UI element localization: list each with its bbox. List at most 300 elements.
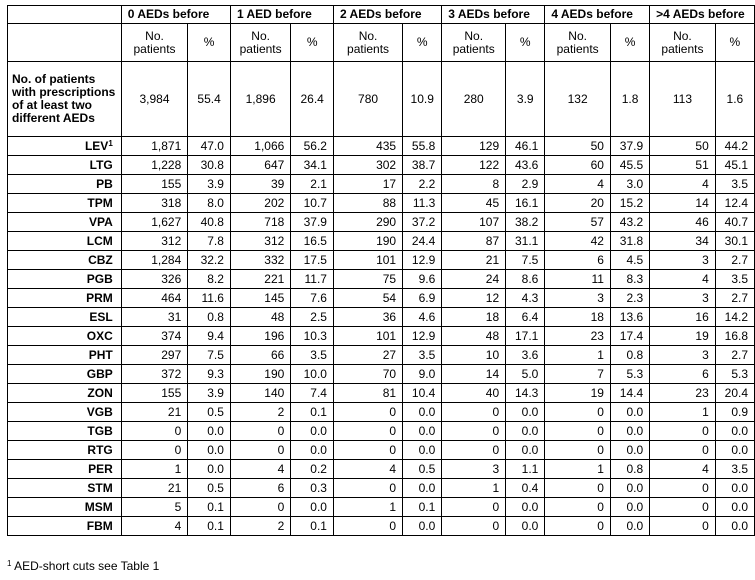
percent-cell: 9.4 bbox=[188, 327, 231, 346]
percent-cell: 0.1 bbox=[188, 498, 231, 517]
patients-cell: 0 bbox=[442, 422, 506, 441]
subheader-percent: % bbox=[291, 24, 334, 62]
drug-name: TGB bbox=[87, 423, 113, 438]
patients-cell: 0 bbox=[545, 441, 611, 460]
total-patients-row bbox=[8, 62, 755, 137]
patients-cell: 11 bbox=[545, 270, 611, 289]
table-row bbox=[8, 517, 755, 536]
subheader-percent: % bbox=[610, 24, 649, 62]
percent-cell: 16.1 bbox=[506, 194, 545, 213]
percent-cell: 0.3 bbox=[291, 479, 334, 498]
percent-cell: 14.3 bbox=[506, 384, 545, 403]
percent-cell: 0.0 bbox=[610, 517, 649, 536]
patients-cell: 0 bbox=[442, 441, 506, 460]
drug-name: TPM bbox=[87, 195, 113, 210]
percent-cell: 14.2 bbox=[715, 308, 754, 327]
patients-cell: 4 bbox=[650, 270, 716, 289]
patients-cell: 4 bbox=[230, 460, 290, 479]
drug-name: CBZ bbox=[88, 252, 113, 267]
patients-cell: 0 bbox=[650, 517, 716, 536]
patients-cell: 23 bbox=[650, 384, 716, 403]
percent-cell: 37.9 bbox=[610, 137, 649, 156]
patients-cell: 1 bbox=[545, 460, 611, 479]
drug-name-cell bbox=[8, 403, 122, 422]
table-row bbox=[8, 175, 755, 194]
total-patients-label: No. of patients with prescriptions of at least two different AEDs bbox=[8, 62, 122, 137]
patients-cell: 0 bbox=[121, 422, 188, 441]
patients-cell: 0 bbox=[650, 498, 716, 517]
patients-cell: 0 bbox=[333, 479, 402, 498]
patients-cell: 21 bbox=[121, 403, 188, 422]
patients-cell: 3 bbox=[650, 346, 716, 365]
patients-cell: 202 bbox=[230, 194, 290, 213]
patients-cell: 464 bbox=[121, 289, 188, 308]
drug-name: MSM bbox=[84, 499, 113, 514]
patients-cell: 1 bbox=[121, 460, 188, 479]
patients-cell: 372 bbox=[121, 365, 188, 384]
percent-cell: 12.9 bbox=[403, 327, 442, 346]
group-header: 0 AEDs before bbox=[121, 6, 230, 24]
percent-cell: 0.0 bbox=[291, 441, 334, 460]
patients-cell: 3 bbox=[650, 251, 716, 270]
percent-cell: 0.1 bbox=[403, 498, 442, 517]
patients-cell: 122 bbox=[442, 156, 506, 175]
drug-name: RTG bbox=[87, 442, 113, 457]
patients-cell: 221 bbox=[230, 270, 290, 289]
percent-cell: 14.4 bbox=[610, 384, 649, 403]
group-header: 3 AEDs before bbox=[442, 6, 545, 24]
patients-cell: 87 bbox=[442, 232, 506, 251]
patients-cell: 0 bbox=[545, 403, 611, 422]
percent-cell: 3.9 bbox=[188, 384, 231, 403]
table-row bbox=[8, 403, 755, 422]
percent-cell: 43.6 bbox=[506, 156, 545, 175]
percent-cell: 0.0 bbox=[403, 517, 442, 536]
patients-cell: 24 bbox=[442, 270, 506, 289]
patients-cell: 297 bbox=[121, 346, 188, 365]
percent-cell: 0.0 bbox=[506, 422, 545, 441]
patients-cell: 34 bbox=[650, 232, 716, 251]
subheader-percent: % bbox=[715, 24, 754, 62]
patients-cell: 129 bbox=[442, 137, 506, 156]
patients-cell: 36 bbox=[333, 308, 402, 327]
footnote-text: AED-short cuts see Table 1 bbox=[11, 559, 160, 573]
patients-cell: 88 bbox=[333, 194, 402, 213]
patients-cell: 290 bbox=[333, 213, 402, 232]
percent-cell: 0.9 bbox=[715, 403, 754, 422]
percent-cell: 0.0 bbox=[610, 422, 649, 441]
patients-cell: 0 bbox=[442, 517, 506, 536]
drug-name: VGB bbox=[86, 404, 113, 419]
percent-cell: 46.1 bbox=[506, 137, 545, 156]
patients-cell: 75 bbox=[333, 270, 402, 289]
subheader-row bbox=[8, 24, 755, 62]
table-cell: 26.4 bbox=[291, 62, 334, 137]
percent-cell: 16.8 bbox=[715, 327, 754, 346]
percent-cell: 0.0 bbox=[610, 441, 649, 460]
drug-name-cell bbox=[8, 460, 122, 479]
patients-cell: 48 bbox=[230, 308, 290, 327]
patients-cell: 1 bbox=[333, 498, 402, 517]
percent-cell: 2.7 bbox=[715, 289, 754, 308]
percent-cell: 0.0 bbox=[506, 517, 545, 536]
patients-cell: 10 bbox=[442, 346, 506, 365]
percent-cell: 0.0 bbox=[610, 498, 649, 517]
patients-cell: 70 bbox=[333, 365, 402, 384]
percent-cell: 20.4 bbox=[715, 384, 754, 403]
patients-cell: 145 bbox=[230, 289, 290, 308]
patients-cell: 16 bbox=[650, 308, 716, 327]
percent-cell: 7.5 bbox=[506, 251, 545, 270]
drug-name-cell bbox=[8, 213, 122, 232]
table-row bbox=[8, 422, 755, 441]
percent-cell: 0.0 bbox=[403, 422, 442, 441]
patients-cell: 31 bbox=[121, 308, 188, 327]
drug-name: LCM bbox=[86, 233, 113, 248]
table-row bbox=[8, 232, 755, 251]
table-cell: 3,984 bbox=[121, 62, 188, 137]
patients-cell: 0 bbox=[333, 441, 402, 460]
percent-cell: 0.5 bbox=[188, 479, 231, 498]
drug-name-cell bbox=[8, 441, 122, 460]
patients-cell: 0 bbox=[333, 403, 402, 422]
patients-cell: 20 bbox=[545, 194, 611, 213]
patients-cell: 18 bbox=[545, 308, 611, 327]
percent-cell: 4.6 bbox=[403, 308, 442, 327]
percent-cell: 3.9 bbox=[188, 175, 231, 194]
percent-cell: 38.2 bbox=[506, 213, 545, 232]
patients-cell: 318 bbox=[121, 194, 188, 213]
percent-cell: 38.7 bbox=[403, 156, 442, 175]
percent-cell: 40.8 bbox=[188, 213, 231, 232]
patients-cell: 155 bbox=[121, 175, 188, 194]
patients-cell: 21 bbox=[442, 251, 506, 270]
percent-cell: 40.7 bbox=[715, 213, 754, 232]
footnote-reference: 1 bbox=[108, 138, 113, 148]
percent-cell: 17.1 bbox=[506, 327, 545, 346]
patients-cell: 332 bbox=[230, 251, 290, 270]
percent-cell: 2.5 bbox=[291, 308, 334, 327]
drug-name-cell bbox=[8, 365, 122, 384]
percent-cell: 0.0 bbox=[188, 441, 231, 460]
percent-cell: 0.0 bbox=[291, 422, 334, 441]
patients-cell: 0 bbox=[545, 479, 611, 498]
patients-cell: 14 bbox=[442, 365, 506, 384]
patients-cell: 155 bbox=[121, 384, 188, 403]
subheader-percent: % bbox=[403, 24, 442, 62]
percent-cell: 9.3 bbox=[188, 365, 231, 384]
percent-cell: 0.0 bbox=[403, 403, 442, 422]
drug-name-cell bbox=[8, 422, 122, 441]
percent-cell: 3.5 bbox=[291, 346, 334, 365]
percent-cell: 47.0 bbox=[188, 137, 231, 156]
drug-name-cell bbox=[8, 327, 122, 346]
drug-name-cell bbox=[8, 232, 122, 251]
patients-cell: 4 bbox=[121, 517, 188, 536]
patients-cell: 0 bbox=[650, 441, 716, 460]
percent-cell: 8.0 bbox=[188, 194, 231, 213]
patients-cell: 0 bbox=[545, 498, 611, 517]
percent-cell: 0.0 bbox=[715, 479, 754, 498]
percent-cell: 0.1 bbox=[188, 517, 231, 536]
patients-cell: 1,627 bbox=[121, 213, 188, 232]
table-row bbox=[8, 137, 755, 156]
patients-cell: 101 bbox=[333, 327, 402, 346]
drug-name-cell bbox=[8, 137, 122, 156]
table-cell: 10.9 bbox=[403, 62, 442, 137]
table-row bbox=[8, 194, 755, 213]
patients-cell: 39 bbox=[230, 175, 290, 194]
table-row bbox=[8, 346, 755, 365]
percent-cell: 31.8 bbox=[610, 232, 649, 251]
drug-name: PER bbox=[88, 461, 113, 476]
patients-cell: 0 bbox=[230, 498, 290, 517]
patients-cell: 2 bbox=[230, 403, 290, 422]
percent-cell: 9.6 bbox=[403, 270, 442, 289]
group-header-row bbox=[8, 6, 755, 24]
percent-cell: 0.0 bbox=[610, 403, 649, 422]
subheader-patients: No. patients bbox=[442, 24, 506, 62]
corner-cell bbox=[8, 24, 122, 62]
percent-cell: 24.4 bbox=[403, 232, 442, 251]
percent-cell: 5.0 bbox=[506, 365, 545, 384]
percent-cell: 8.2 bbox=[188, 270, 231, 289]
percent-cell: 2.2 bbox=[403, 175, 442, 194]
patients-cell: 0 bbox=[230, 441, 290, 460]
percent-cell: 37.9 bbox=[291, 213, 334, 232]
percent-cell: 43.2 bbox=[610, 213, 649, 232]
table-cell: 780 bbox=[333, 62, 402, 137]
patients-cell: 4 bbox=[650, 460, 716, 479]
percent-cell: 0.8 bbox=[610, 346, 649, 365]
drug-name-cell bbox=[8, 346, 122, 365]
percent-cell: 12.4 bbox=[715, 194, 754, 213]
percent-cell: 30.1 bbox=[715, 232, 754, 251]
percent-cell: 11.7 bbox=[291, 270, 334, 289]
table-row bbox=[8, 460, 755, 479]
drug-name-cell bbox=[8, 251, 122, 270]
percent-cell: 7.5 bbox=[188, 346, 231, 365]
drug-name-cell bbox=[8, 175, 122, 194]
patients-cell: 46 bbox=[650, 213, 716, 232]
percent-cell: 0.0 bbox=[506, 441, 545, 460]
percent-cell: 8.3 bbox=[610, 270, 649, 289]
patients-cell: 6 bbox=[545, 251, 611, 270]
drug-name-cell bbox=[8, 194, 122, 213]
patients-cell: 1,066 bbox=[230, 137, 290, 156]
percent-cell: 56.2 bbox=[291, 137, 334, 156]
drug-name: PRM bbox=[86, 290, 113, 305]
percent-cell: 16.5 bbox=[291, 232, 334, 251]
table-cell: 3.9 bbox=[506, 62, 545, 137]
percent-cell: 0.0 bbox=[610, 479, 649, 498]
patients-cell: 19 bbox=[650, 327, 716, 346]
percent-cell: 0.0 bbox=[715, 422, 754, 441]
patients-cell: 1,284 bbox=[121, 251, 188, 270]
percent-cell: 12.9 bbox=[403, 251, 442, 270]
table-row bbox=[8, 308, 755, 327]
drug-name-cell bbox=[8, 308, 122, 327]
percent-cell: 2.7 bbox=[715, 251, 754, 270]
percent-cell: 0.1 bbox=[291, 403, 334, 422]
percent-cell: 10.4 bbox=[403, 384, 442, 403]
drug-name: ZON bbox=[87, 385, 113, 400]
patients-cell: 0 bbox=[545, 422, 611, 441]
patients-cell: 718 bbox=[230, 213, 290, 232]
drug-name-cell bbox=[8, 384, 122, 403]
percent-cell: 34.1 bbox=[291, 156, 334, 175]
percent-cell: 0.5 bbox=[188, 403, 231, 422]
patients-cell: 5 bbox=[121, 498, 188, 517]
table-row bbox=[8, 384, 755, 403]
patients-cell: 4 bbox=[650, 175, 716, 194]
patients-cell: 107 bbox=[442, 213, 506, 232]
patients-cell: 0 bbox=[650, 422, 716, 441]
drug-name-cell bbox=[8, 517, 122, 536]
percent-cell: 17.4 bbox=[610, 327, 649, 346]
patients-cell: 18 bbox=[442, 308, 506, 327]
patients-cell: 54 bbox=[333, 289, 402, 308]
patients-cell: 4 bbox=[545, 175, 611, 194]
percent-cell: 8.6 bbox=[506, 270, 545, 289]
percent-cell: 0.0 bbox=[403, 441, 442, 460]
percent-cell: 4.3 bbox=[506, 289, 545, 308]
percent-cell: 7.6 bbox=[291, 289, 334, 308]
table-row bbox=[8, 479, 755, 498]
drug-name-cell bbox=[8, 479, 122, 498]
table-cell: 55.4 bbox=[188, 62, 231, 137]
percent-cell: 0.8 bbox=[610, 460, 649, 479]
drug-name: GBP bbox=[86, 366, 113, 381]
table-cell: 1.8 bbox=[610, 62, 649, 137]
percent-cell: 0.0 bbox=[506, 403, 545, 422]
percent-cell: 6.9 bbox=[403, 289, 442, 308]
patients-cell: 3 bbox=[545, 289, 611, 308]
percent-cell: 32.2 bbox=[188, 251, 231, 270]
percent-cell: 0.0 bbox=[506, 498, 545, 517]
patients-cell: 302 bbox=[333, 156, 402, 175]
percent-cell: 2.3 bbox=[610, 289, 649, 308]
patients-cell: 101 bbox=[333, 251, 402, 270]
patients-cell: 4 bbox=[333, 460, 402, 479]
patients-cell: 1 bbox=[545, 346, 611, 365]
subheader-patients: No. patients bbox=[333, 24, 402, 62]
patients-cell: 374 bbox=[121, 327, 188, 346]
percent-cell: 13.6 bbox=[610, 308, 649, 327]
patients-cell: 435 bbox=[333, 137, 402, 156]
patients-cell: 0 bbox=[230, 422, 290, 441]
patients-cell: 312 bbox=[230, 232, 290, 251]
patients-cell: 0 bbox=[121, 441, 188, 460]
percent-cell: 0.0 bbox=[188, 460, 231, 479]
patients-cell: 2 bbox=[230, 517, 290, 536]
patients-cell: 51 bbox=[650, 156, 716, 175]
percent-cell: 55.8 bbox=[403, 137, 442, 156]
percent-cell: 10.3 bbox=[291, 327, 334, 346]
group-header: 2 AEDs before bbox=[333, 6, 441, 24]
percent-cell: 5.3 bbox=[715, 365, 754, 384]
table-row bbox=[8, 327, 755, 346]
patients-cell: 45 bbox=[442, 194, 506, 213]
patients-cell: 190 bbox=[230, 365, 290, 384]
subheader-patients: No. patients bbox=[650, 24, 716, 62]
patients-cell: 19 bbox=[545, 384, 611, 403]
percent-cell: 0.5 bbox=[403, 460, 442, 479]
percent-cell: 6.4 bbox=[506, 308, 545, 327]
patients-cell: 647 bbox=[230, 156, 290, 175]
patients-cell: 1 bbox=[650, 403, 716, 422]
table-row bbox=[8, 289, 755, 308]
percent-cell: 45.5 bbox=[610, 156, 649, 175]
drug-name: ESL bbox=[89, 309, 113, 324]
patients-cell: 326 bbox=[121, 270, 188, 289]
percent-cell: 5.3 bbox=[610, 365, 649, 384]
percent-cell: 3.5 bbox=[715, 460, 754, 479]
patients-cell: 1,228 bbox=[121, 156, 188, 175]
patients-cell: 3 bbox=[650, 289, 716, 308]
percent-cell: 44.2 bbox=[715, 137, 754, 156]
percent-cell: 45.1 bbox=[715, 156, 754, 175]
subheader-patients: No. patients bbox=[121, 24, 188, 62]
footnote-mark: 1 bbox=[7, 559, 12, 568]
table-row bbox=[8, 365, 755, 384]
patients-cell: 50 bbox=[650, 137, 716, 156]
percent-cell: 0.0 bbox=[291, 498, 334, 517]
drug-name: OXC bbox=[86, 328, 113, 343]
percent-cell: 3.5 bbox=[403, 346, 442, 365]
corner-cell bbox=[8, 6, 122, 24]
percent-cell: 0.4 bbox=[506, 479, 545, 498]
patients-cell: 3 bbox=[442, 460, 506, 479]
table-row bbox=[8, 251, 755, 270]
patients-cell: 1,871 bbox=[121, 137, 188, 156]
patients-cell: 1 bbox=[442, 479, 506, 498]
percent-cell: 1.1 bbox=[506, 460, 545, 479]
patients-cell: 0 bbox=[333, 517, 402, 536]
percent-cell: 37.2 bbox=[403, 213, 442, 232]
table-row bbox=[8, 498, 755, 517]
percent-cell: 3.5 bbox=[715, 270, 754, 289]
table-row bbox=[8, 441, 755, 460]
percent-cell: 17.5 bbox=[291, 251, 334, 270]
patients-cell: 42 bbox=[545, 232, 611, 251]
subheader-patients: No. patients bbox=[230, 24, 290, 62]
subheader-percent: % bbox=[188, 24, 231, 62]
patients-cell: 17 bbox=[333, 175, 402, 194]
percent-cell: 3.0 bbox=[610, 175, 649, 194]
patients-cell: 12 bbox=[442, 289, 506, 308]
patients-cell: 140 bbox=[230, 384, 290, 403]
percent-cell: 7.8 bbox=[188, 232, 231, 251]
patients-cell: 66 bbox=[230, 346, 290, 365]
patients-cell: 6 bbox=[650, 365, 716, 384]
patients-cell: 196 bbox=[230, 327, 290, 346]
table-cell: 1.6 bbox=[715, 62, 754, 137]
subheader-percent: % bbox=[506, 24, 545, 62]
patients-cell: 0 bbox=[333, 422, 402, 441]
table-cell: 113 bbox=[650, 62, 716, 137]
percent-cell: 4.5 bbox=[610, 251, 649, 270]
patients-cell: 57 bbox=[545, 213, 611, 232]
percent-cell: 15.2 bbox=[610, 194, 649, 213]
drug-name: VPA bbox=[88, 214, 113, 229]
drug-name: LEV bbox=[84, 138, 109, 153]
percent-cell: 0.0 bbox=[715, 498, 754, 517]
percent-cell: 0.0 bbox=[715, 441, 754, 460]
table-row bbox=[8, 270, 755, 289]
patients-cell: 60 bbox=[545, 156, 611, 175]
drug-name: STM bbox=[87, 480, 113, 495]
